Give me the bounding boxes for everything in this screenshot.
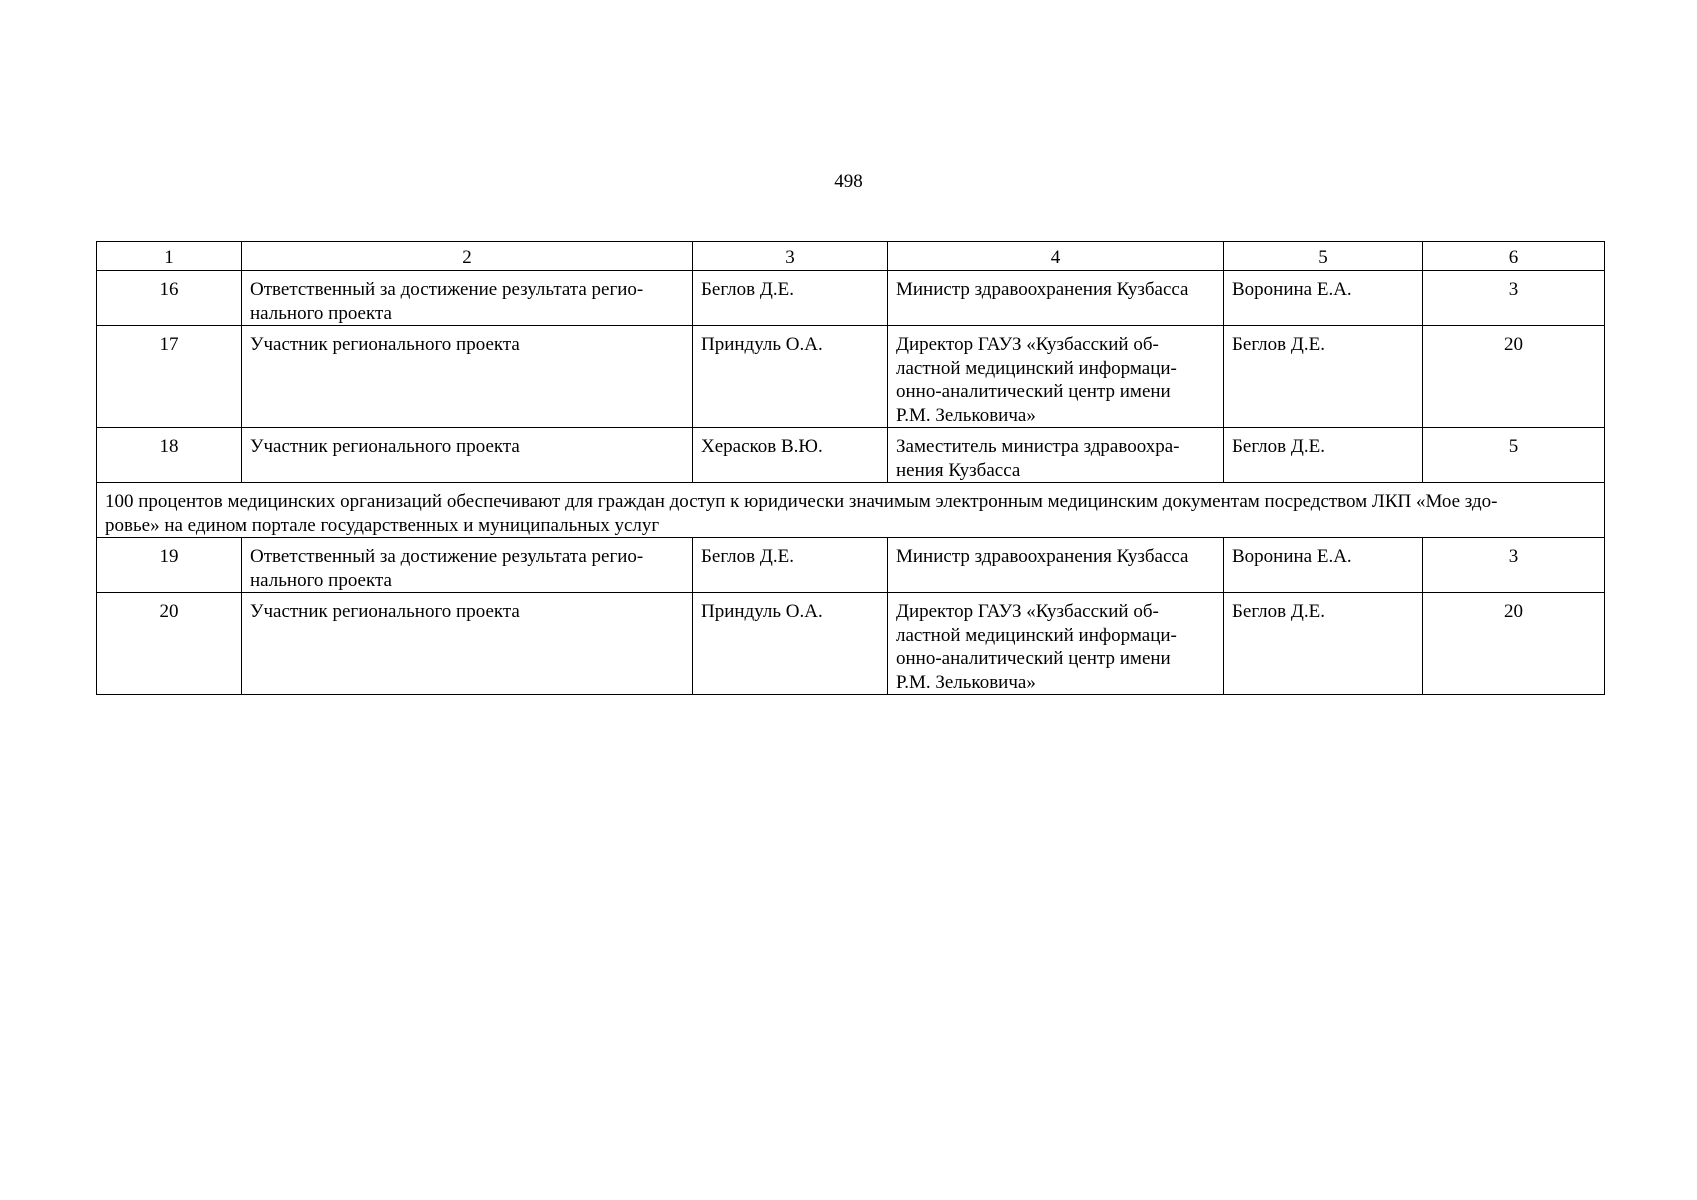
column-number-5: 5 (1224, 242, 1423, 271)
table-row (97, 538, 1605, 593)
table-header-row (97, 242, 1605, 271)
table-body (97, 242, 1605, 695)
supervisor-cell: Беглов Д.Е. (1224, 428, 1423, 483)
role-cell-line: Участник регионального проекта (250, 601, 520, 622)
role-cell-line: нального проекта (250, 569, 392, 591)
section-heading-line: 100 процентов медицинских организаций обеспечивают для граждан доступ к юридически значимым электронным медицинским документам посредством ЛКП «Мое здо- (105, 491, 1498, 512)
position-cell (888, 271, 1224, 326)
row-number-cell: 17 (97, 326, 242, 428)
role-cell-line: Участник регионального проекта (250, 334, 520, 355)
column-number-2: 2 (242, 242, 693, 271)
position-cell-line: Директор ГАУЗ «Кузбасский об- (896, 601, 1159, 622)
count-cell: 5 (1423, 428, 1605, 483)
count-cell: 20 (1423, 326, 1605, 428)
table-row (97, 326, 1605, 428)
person-cell: Беглов Д.Е. (693, 538, 888, 593)
page-number: 498 (834, 171, 863, 192)
supervisor-cell: Воронина Е.А. (1224, 538, 1423, 593)
row-number-cell: 16 (97, 271, 242, 326)
count-cell: 3 (1423, 271, 1605, 326)
row-number-cell: 18 (97, 428, 242, 483)
person-cell: Приндуль О.А. (693, 326, 888, 428)
position-cell-line: ластной медицинский информаци- (896, 357, 1177, 379)
count-cell: 20 (1423, 593, 1605, 695)
person-cell: Херасков В.Ю. (693, 428, 888, 483)
position-cell-line: нения Кузбасса (896, 459, 1021, 481)
role-cell (242, 538, 693, 593)
position-cell (888, 428, 1224, 483)
position-cell-line: онно-аналитический центр имени (896, 648, 1171, 669)
position-cell-line: Заместитель министра здравоохра- (896, 436, 1180, 457)
role-cell (242, 326, 693, 428)
row-number-cell: 19 (97, 538, 242, 593)
table-row (97, 593, 1605, 695)
position-cell-line: ластной медицинский информаци- (896, 624, 1177, 646)
position-cell (888, 593, 1224, 695)
supervisor-cell: Беглов Д.Е. (1224, 593, 1423, 695)
column-number-3: 3 (693, 242, 888, 271)
position-cell-line: Директор ГАУЗ «Кузбасский об- (896, 334, 1159, 355)
position-cell-line: онно-аналитический центр имени (896, 381, 1171, 402)
supervisor-cell: Воронина Е.А. (1224, 271, 1423, 326)
role-cell (242, 428, 693, 483)
row-number-cell: 20 (97, 593, 242, 695)
position-cell-line: Р.М. Зельковича» (896, 404, 1036, 426)
column-number-4: 4 (888, 242, 1224, 271)
table-row (97, 428, 1605, 483)
column-number-1: 1 (97, 242, 242, 271)
person-cell: Беглов Д.Е. (693, 271, 888, 326)
role-cell-line: Ответственный за достижение результата регио- (250, 546, 644, 567)
position-cell (888, 538, 1224, 593)
supervisor-cell: Беглов Д.Е. (1224, 326, 1423, 428)
responsibility-table (96, 241, 1605, 695)
section-heading-line: ровье» на едином портале государственных и муниципальных услуг (105, 514, 660, 536)
person-cell: Приндуль О.А. (693, 593, 888, 695)
section-heading-text (97, 483, 1605, 538)
position-cell (888, 326, 1224, 428)
role-cell-line: нального проекта (250, 302, 392, 324)
count-cell: 3 (1423, 538, 1605, 593)
role-cell (242, 593, 693, 695)
position-cell-line: Министр здравоохранения Кузбасса (896, 546, 1189, 567)
position-cell-line: Р.М. Зельковича» (896, 671, 1036, 693)
role-cell-line: Участник регионального проекта (250, 436, 520, 457)
column-number-6: 6 (1423, 242, 1605, 271)
section-heading-row (97, 483, 1605, 538)
table-row (97, 271, 1605, 326)
role-cell-line: Ответственный за достижение результата регио- (250, 279, 644, 300)
position-cell-line: Министр здравоохранения Кузбасса (896, 279, 1189, 300)
role-cell (242, 271, 693, 326)
